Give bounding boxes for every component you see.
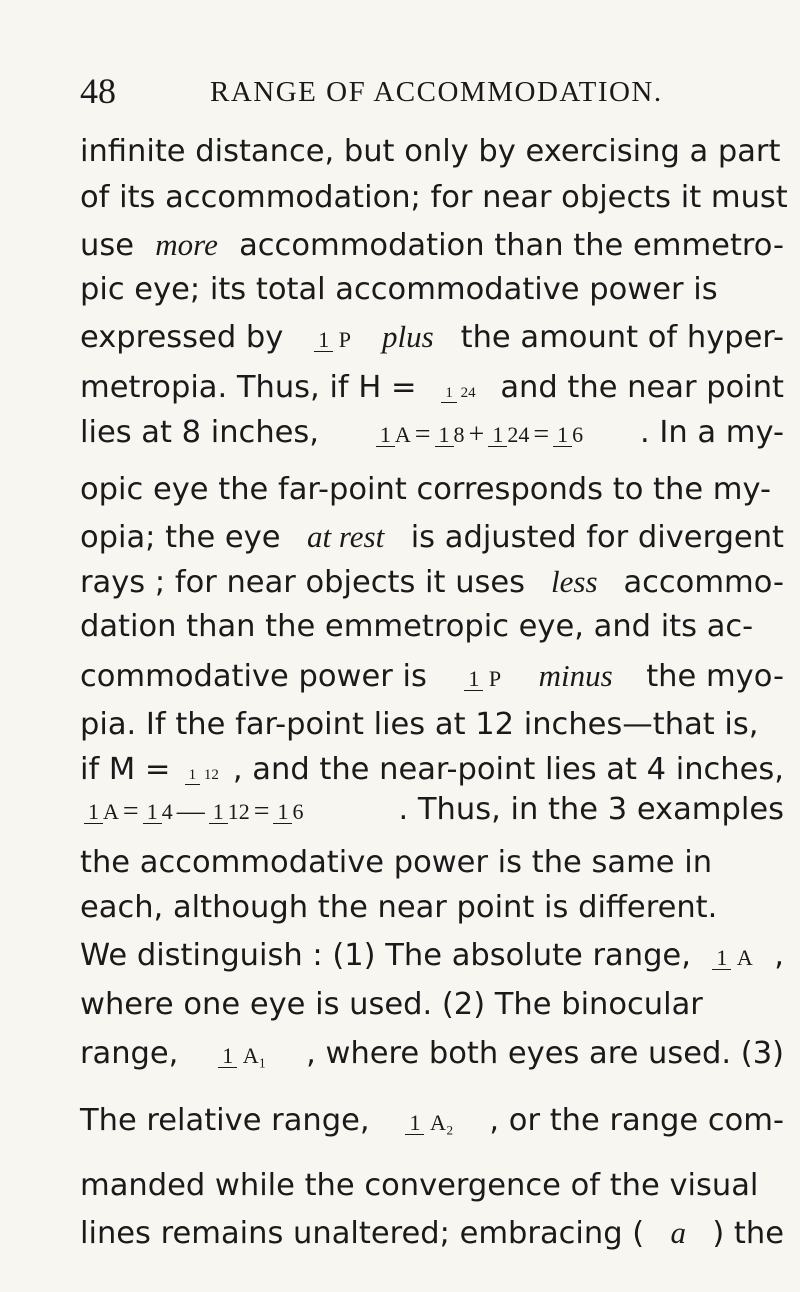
plus-sign: +: [468, 418, 485, 450]
fraction-1-over-4: 1 4: [143, 799, 173, 824]
line-text-after: and the near point: [500, 370, 784, 405]
line-text-before: metropia. Thus, if H =: [80, 370, 417, 405]
equals-sign: =: [253, 795, 270, 827]
line-text-before: commodative power is: [80, 659, 427, 694]
line-text-after: . In a my-: [639, 415, 784, 450]
fraction-1-over-p: 1 P: [464, 666, 501, 691]
page-number: 48: [80, 71, 116, 111]
text-line-7: [80, 415, 784, 478]
line-text-after: , or the range com-: [489, 1103, 784, 1138]
fraction-1-over-8: 1 8: [435, 422, 465, 447]
line-text: of its accommodation; for near objects it must: [80, 180, 788, 215]
line-text: dation than the emmetropic eye, and its ac-: [80, 609, 754, 644]
line-text: manded while the convergence of the visual: [80, 1168, 759, 1203]
fraction-1-over-p: 1 P: [314, 327, 351, 352]
line-text: each, although the near point is different.: [80, 890, 718, 925]
line-text-after: accommodation than the emmetro-: [239, 228, 784, 263]
line-text-before: lines remains unaltered; embracing (: [80, 1216, 645, 1251]
italic-word: more: [155, 227, 218, 262]
italic-letter: a: [670, 1215, 686, 1250]
line-text-after: , and the near-point lies at 4 inches,: [232, 752, 784, 787]
line-text-before: We distinguish : (1) The absolute range,: [80, 938, 691, 973]
equals-sign: =: [414, 418, 431, 450]
italic-word: minus: [538, 658, 613, 693]
line-text-after: is adjusted for divergent: [410, 520, 784, 555]
line-text-after: the myo-: [646, 659, 784, 694]
line-text: pia. If the far-point lies at 12 inches—that is,: [80, 707, 759, 742]
line-text: where one eye is used. (2) The binocular: [80, 987, 703, 1022]
fraction-1-over-6: 1 6: [553, 422, 583, 447]
formula: [80, 795, 307, 827]
fraction-1-over-24: 1 24: [441, 385, 475, 403]
fraction-1-over-a: 1 A: [84, 799, 119, 824]
italic-word: plus: [381, 319, 434, 354]
line-text-before: if M =: [80, 752, 171, 787]
line-text-after: ) the: [712, 1216, 784, 1251]
italic-phrase: at rest: [306, 519, 385, 554]
text-line-20: [80, 1036, 784, 1099]
line-text: the accommodative power is the same in: [80, 845, 713, 880]
fraction-1-over-a1: 1 A₁: [218, 1043, 266, 1068]
line-text-before: The relative range,: [80, 1103, 370, 1138]
line-text: infinite distance, but only by exercising a part: [80, 134, 781, 169]
fraction-1-over-24: 1 24: [488, 422, 529, 447]
formula: [372, 418, 587, 450]
minus-sign: —: [176, 795, 205, 827]
fraction-1-over-a: 1 A: [376, 422, 411, 447]
line-text-before: lies at 8 inches,: [80, 415, 319, 450]
line-text-before: rays ; for near objects it uses: [80, 565, 526, 600]
line-text: opic eye the far-point corresponds to the my-: [80, 472, 772, 507]
line-text-before: opia; the eye: [80, 520, 281, 555]
text-line-23: [80, 1217, 784, 1277]
line-text-after: ,: [774, 938, 784, 973]
equals-sign: =: [122, 795, 139, 827]
equals-sign: =: [533, 418, 550, 450]
fraction-1-over-a: 1 A: [712, 945, 752, 970]
italic-word: less: [551, 564, 598, 599]
fraction-1-over-12: 1 12: [185, 767, 219, 785]
fraction-1-over-6: 1 6: [273, 799, 303, 824]
text-line-21: [80, 1103, 784, 1166]
page-header: [80, 70, 720, 120]
fraction-1-over-12: 1 12: [209, 799, 250, 824]
line-text-after: . Thus, in the 3 examples: [398, 792, 784, 827]
line-text-after: accommo-: [623, 565, 784, 600]
line-text: pic eye; its total accommodative power is: [80, 272, 718, 307]
fraction-1-over-a2: 1 A₂: [405, 1110, 453, 1135]
running-head: RANGE OF ACCOMMODATION.: [210, 76, 663, 108]
line-text-after: , where both eyes are used. (3): [306, 1036, 784, 1071]
line-text-before: expressed by: [80, 320, 284, 355]
line-text-before: use: [80, 228, 134, 263]
line-text-before: range,: [80, 1036, 179, 1071]
line-text-after: the amount of hyper-: [460, 320, 784, 355]
